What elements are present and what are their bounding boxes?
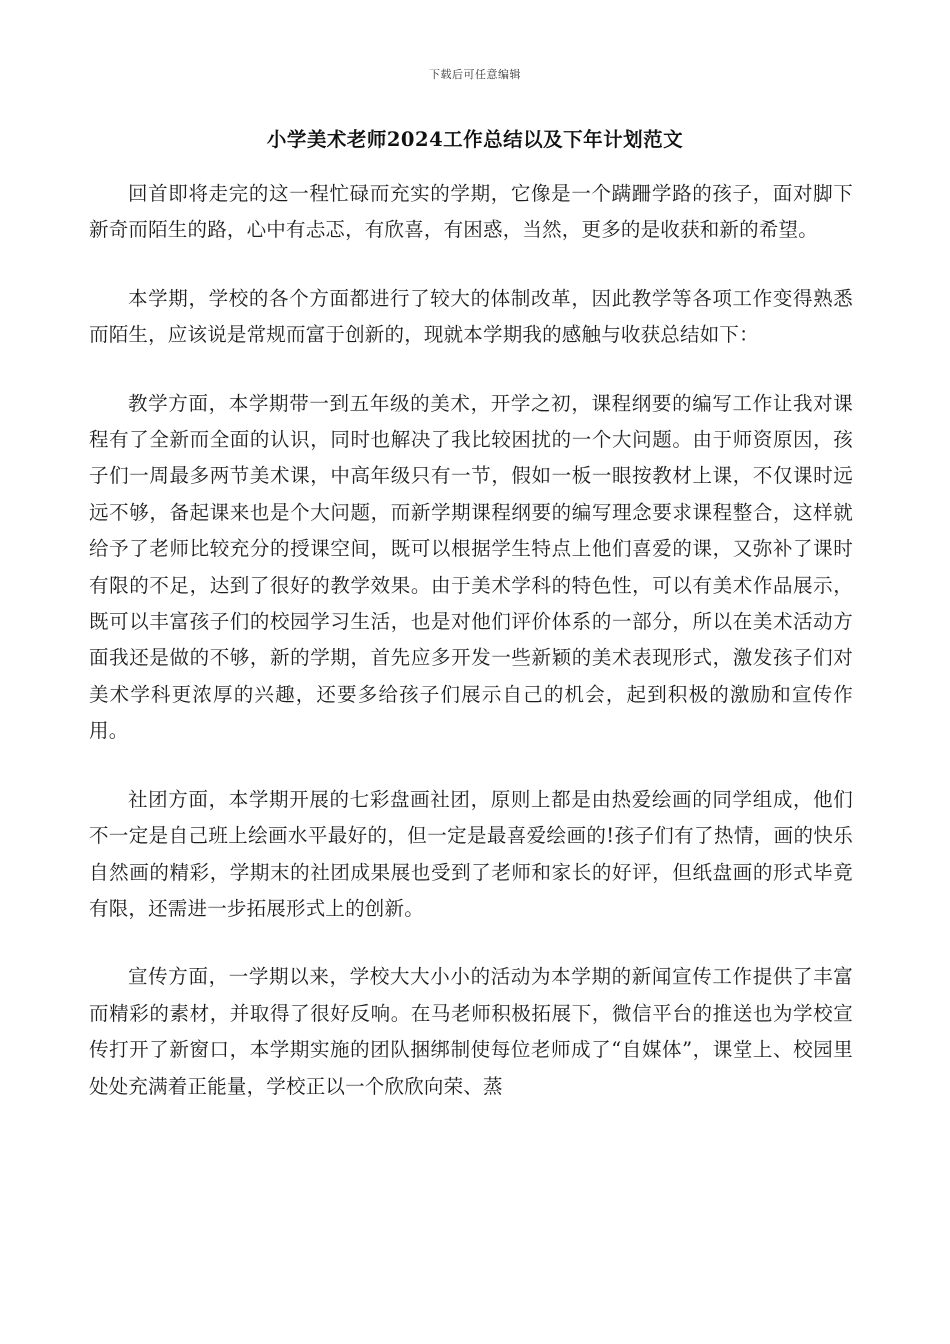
document-body: [89, 176, 853, 1137]
header-note: 下载后可任意编辑: [429, 68, 521, 81]
paragraph-publicity: 宣传方面，一学期以来，学校大大小小的活动为本学期的新闻宣传工作提供了丰富而精彩的素材，并取得了很好反响。在马老师积极拓展下，微信平台的推送也为学校宣传打开了新窗口，本学期实施的团队捆绑制使每位老师成了“自媒体”，课堂上、校园里处处充满着正能量，学校正以一个欣欣向荣、蒸: [89, 965, 853, 1098]
document-title: 小学美术老师2024工作总结以及下年计划范文: [266, 128, 684, 151]
paragraph-overview: 本学期，学校的各个方面都进行了较大的体制改革，因此教学等各项工作变得熟悉而陌生，应该说是常规而富于创新的，现就本学期我的感触与收获总结如下：: [89, 286, 853, 347]
paragraph-intro: 回首即将走完的这一程忙碌而充实的学期，它像是一个蹒跚学路的孩子，面对脚下新奇而陌生的路，心中有忐忑，有欣喜，有困惑，当然，更多的是收获和新的希望。: [89, 182, 853, 242]
paragraph-teaching: 教学方面，本学期带一到五年级的美术，开学之初，课程纲要的编写工作让我对课程有了全新而全面的认识，同时也解决了我比较困扰的一个大问题。由于师资原因，孩子们一周最多两节美术课，中高年级只有一节，假如一板一眼按教材上课，不仅课时远远不够，备起课来也是个大问题，而新学期课程纲要的编写理念要求课程整合，这样就给予了老师比较充分的授课空间，既可以根据学生特点上他们喜爱的课，又弥补了课时有限的不足，达到了很好的教学效果。由于美术学科的特色性，可以有美术作品展示，既可以丰富孩子们的校园学习生活，也是对他们评价体系的一部分，所以在美术活动方面我还是做的不够，新的学期，首先应多开发一些新颖的美术表现形式，激发孩子们对美术学科更浓厚的兴趣，还要多给孩子们展示自己的机会，起到积极的激励和宣传作用。: [89, 391, 853, 743]
paragraph-club: 社团方面，本学期开展的七彩盘画社团，原则上都是由热爱绘画的同学组成，他们不一定是自己班上绘画水平最好的，但一定是最喜爱绘画的!孩子们有了热情，画的快乐自然画的精彩，学期末的社团成果展也受到了老师和家长的好评，但纸盘画的形式毕竟有限，还需进一步拓展形式上的创新。: [89, 787, 853, 920]
